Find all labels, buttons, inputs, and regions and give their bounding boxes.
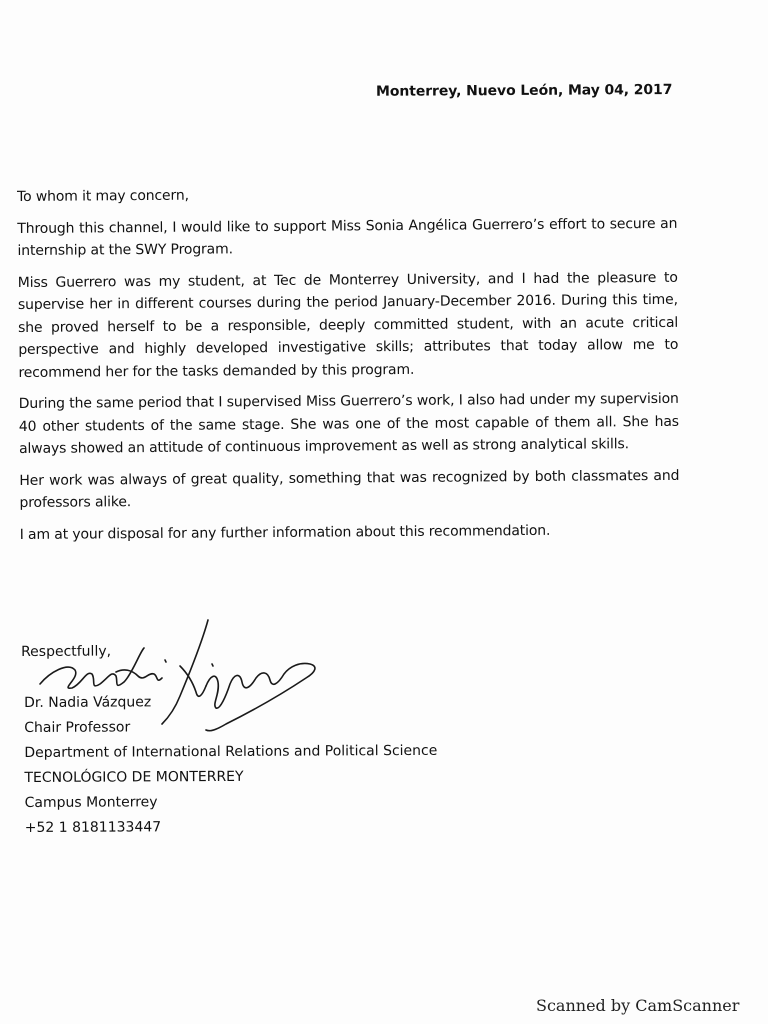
paragraph-disposal: I am at your disposal for any further information about this recommendation.: [19, 522, 551, 543]
closing: Respectfully,: [21, 643, 112, 660]
date-line: Monterrey, Nuevo León, May 04, 2017: [375, 82, 673, 100]
letter-body: [17, 181, 680, 555]
signer-phone: +52 1 8181133447: [24, 819, 162, 836]
signer-institution: TECNOLÓGICO DE MONTERREY: [24, 768, 244, 786]
greeting: To whom it may concern,: [17, 187, 189, 205]
signer-department: Department of International Relations and Political Science: [24, 742, 438, 761]
signer-name: Dr. Nadia Vázquez: [24, 694, 152, 711]
paragraph-support: Through this channel, I would like to support Miss Sonia Angélica Guerrero’s effort to secure an internship at the SWY Program.: [17, 215, 678, 259]
scanner-watermark: Scanned by CamScanner: [536, 996, 740, 1015]
paragraph-comparison: During the same period that I supervised Miss Guerrero’s work, I also had under my supervision 40 other students of the same stage. She was one of the most capable of them all. She has always showed an attitude of continuous improvement as well as strong analytical skills.: [18, 390, 679, 457]
paragraph-quality: Her work was always of great quality, something that was recognized by both classmates and professors alike.: [19, 467, 680, 511]
signer-title: Chair Professor: [24, 719, 131, 736]
paragraph-student: Miss Guerrero was my student, at Tec de Monterrey University, and I had the pleasure to supervise her in different courses during the period January-December 2016. During this time, she proved herself to be a responsible, deeply committed student, with an acute critical perspective and highly developed investigative skills; attributes that today allow me to recommend her for the tasks demanded by this program.: [17, 269, 679, 381]
signer-campus: Campus Monterrey: [24, 794, 158, 811]
handwritten-signature: [20, 612, 330, 737]
